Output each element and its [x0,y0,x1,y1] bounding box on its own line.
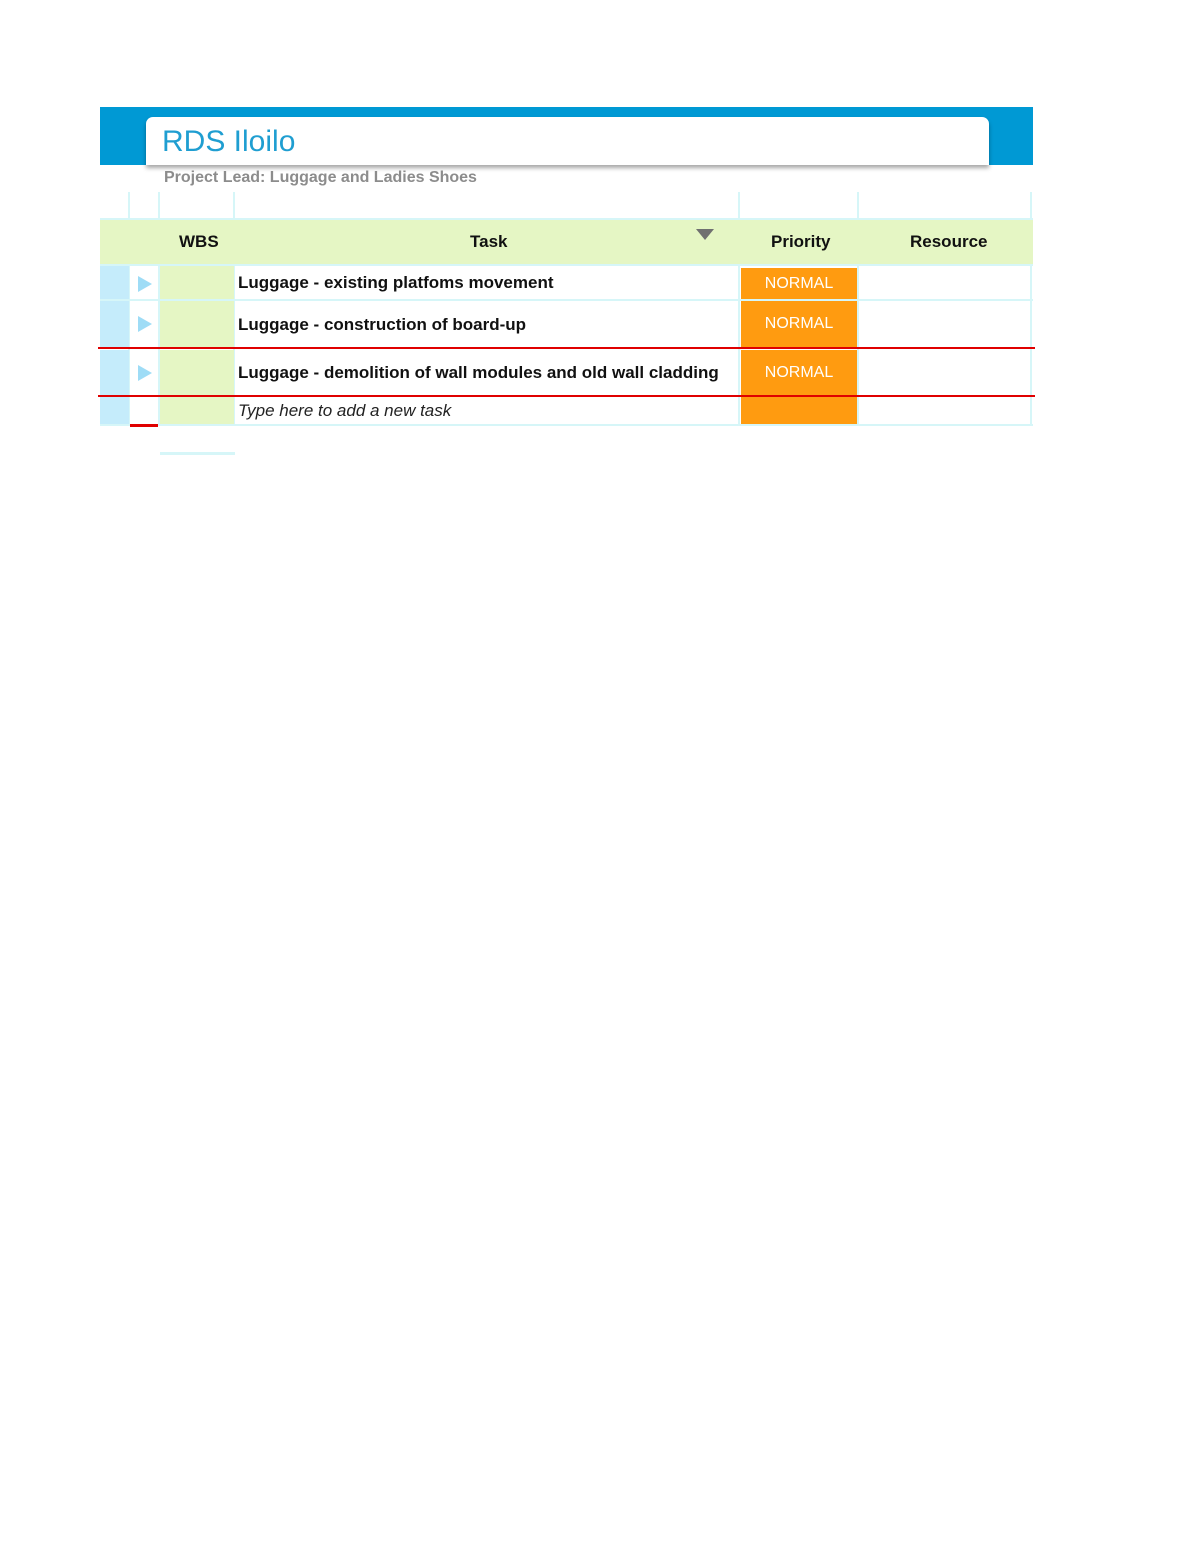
filter-dropdown-icon[interactable] [696,229,714,240]
selection-marker [130,424,158,427]
grid-line [100,424,1033,426]
grid-line [100,218,1033,220]
project-lead-subtitle: Project Lead: Luggage and Ladies Shoes [164,169,477,186]
row-marker [100,397,129,424]
column-header-wbs[interactable]: WBS [179,232,219,251]
priority-badge[interactable]: NORMAL [741,350,857,395]
task-cell[interactable]: Luggage - existing platfoms movement [238,273,554,292]
row-marker [100,266,129,299]
row-expand-icon[interactable] [138,316,152,332]
new-task-input[interactable]: Type here to add a new task [238,401,452,420]
column-header-task[interactable]: Task [470,232,508,251]
cell-border-fragment [160,452,235,455]
wbs-cell[interactable] [160,397,234,424]
priority-badge[interactable]: NORMAL [741,301,857,347]
selection-border-top [98,347,1035,349]
row-expand-icon[interactable] [138,276,152,292]
priority-badge[interactable]: NORMAL [741,268,857,299]
column-header-resource[interactable]: Resource [910,232,988,251]
grid-line [100,264,1033,266]
page-title: RDS Iloilo [162,125,296,158]
row-marker [100,301,129,347]
task-cell[interactable]: Luggage - construction of board-up [238,315,527,334]
row-expand-icon[interactable] [138,365,152,381]
wbs-cell[interactable] [160,350,234,395]
priority-cell-empty[interactable] [741,397,857,424]
task-cell[interactable]: Luggage - demolition of wall modules and old wall cladding [238,363,719,382]
table-header [100,220,1033,264]
selection-border-bottom [98,395,1035,397]
wbs-cell[interactable] [160,301,234,347]
column-header-priority[interactable]: Priority [771,232,831,251]
grid-line [100,299,1033,301]
wbs-cell[interactable] [160,266,234,299]
row-marker [100,350,129,395]
